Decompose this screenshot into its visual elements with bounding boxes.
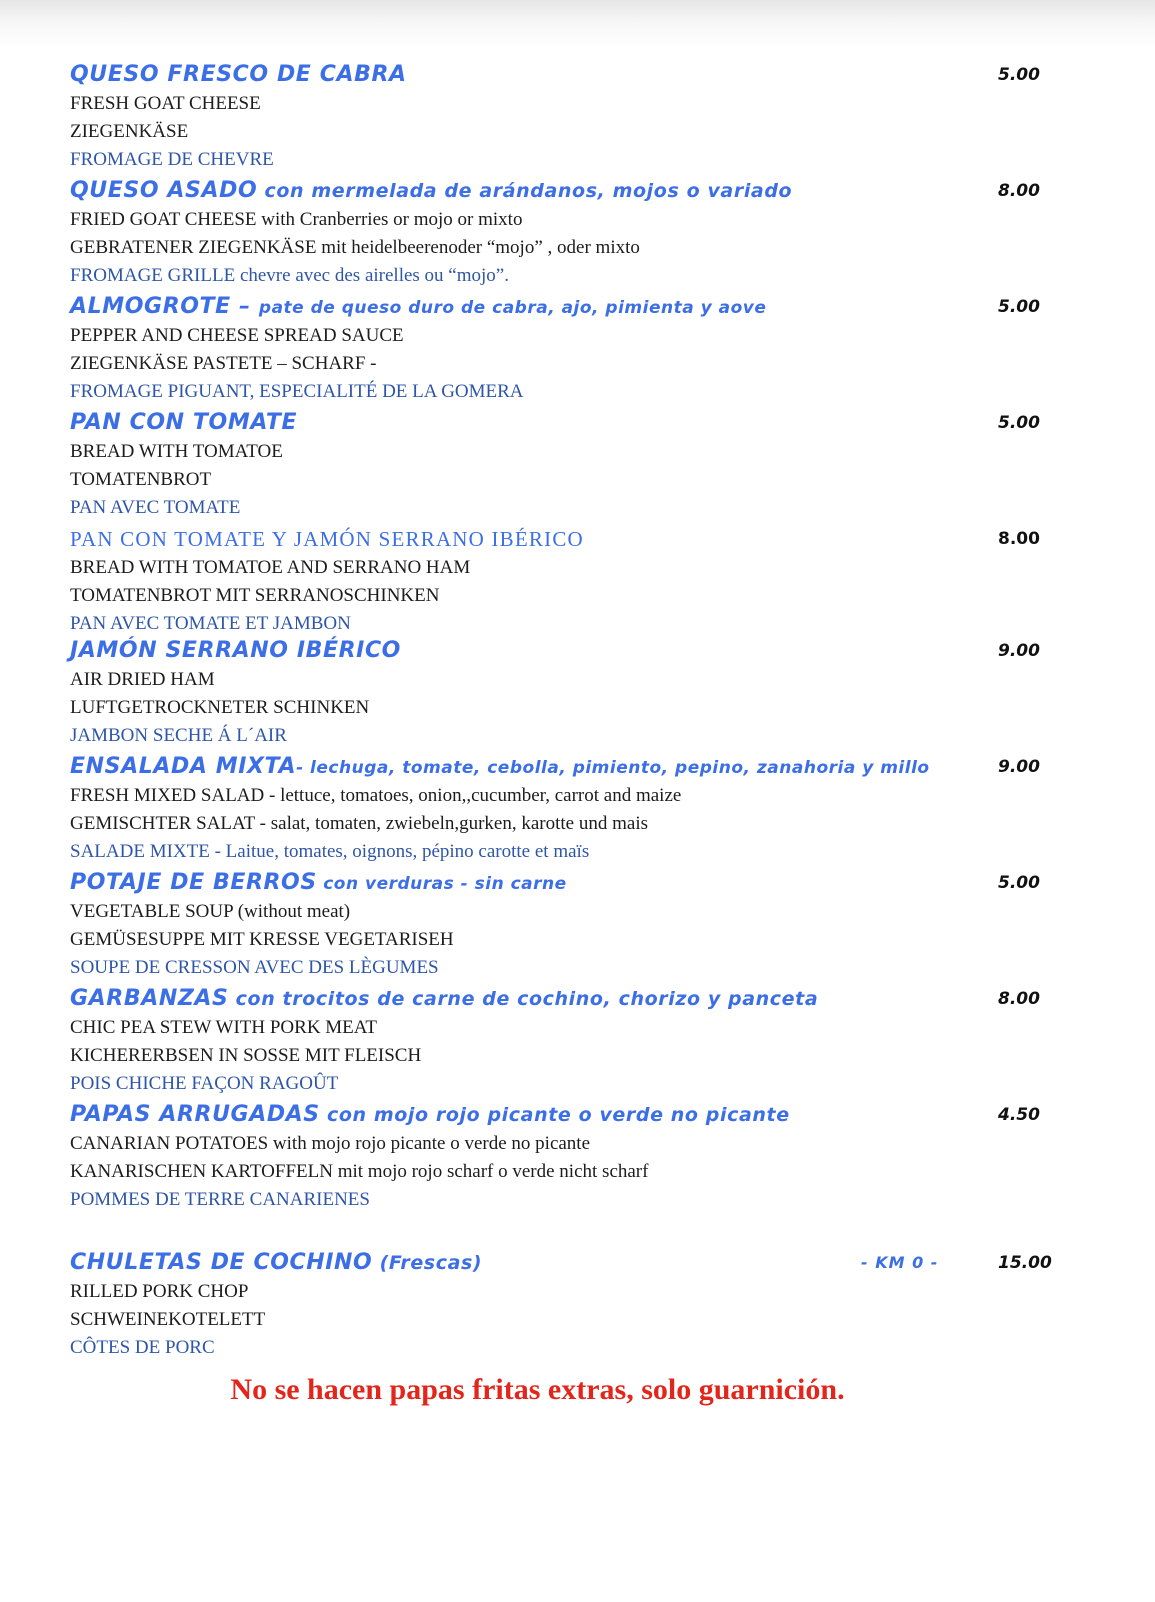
item-title (70, 524, 1145, 554)
dish-description: con mojo rojo picante o verde no picante (319, 1104, 790, 1126)
price: 5.00 (998, 65, 1040, 85)
price: 5.00 (998, 413, 1040, 433)
dish-description: con trocitos de carne de cochino, chorizo y panceta (228, 988, 819, 1010)
menu-item (70, 176, 1145, 290)
dish-name: ENSALADA MIXTA (70, 754, 297, 779)
french-name: FROMAGE GRILLE chevre avec des airelles ou “mojo”. (70, 265, 509, 286)
item-title (70, 176, 1145, 206)
item-title (70, 752, 1145, 782)
price: 9.00 (998, 641, 1040, 661)
german-name: KICHERERBSEN IN SOSSE MIT FLEISCH (70, 1045, 422, 1066)
menu-item (70, 1100, 1145, 1214)
english-name: CANARIAN POTATOES with mojo rojo picante o verde no picante (70, 1133, 591, 1154)
item-title (70, 60, 1145, 90)
dish-name: POTAJE DE BERROS (70, 870, 317, 895)
french-name: POMMES DE TERRE CANARIENES (70, 1189, 370, 1210)
menu-item (70, 408, 1145, 522)
price: 5.00 (998, 297, 1040, 317)
dish-name: CHULETAS DE COCHINO (70, 1250, 373, 1275)
price: 9.00 (998, 757, 1040, 777)
price: 8.00 (998, 529, 1040, 549)
english-name: AIR DRIED HAM (70, 669, 215, 690)
dish-name: QUESO ASADO (70, 178, 258, 203)
menu-item (70, 60, 1145, 174)
german-name: KANARISCHEN KARTOFFELN mit mojo rojo scharf o verde nicht scharf (70, 1161, 649, 1182)
french-name: FROMAGE PIGUANT, ESPECIALITÉ DE LA GOMERA (70, 381, 524, 402)
german-name: TOMATENBROT MIT SERRANOSCHINKEN (70, 585, 440, 606)
menu-item (70, 984, 1145, 1098)
price: 4.50 (998, 1105, 1040, 1125)
dish-name: PAPAS ARRUGADAS (70, 1102, 320, 1127)
item-title (70, 1100, 1145, 1130)
menu-item (70, 752, 1145, 866)
price: 5.00 (998, 873, 1040, 893)
item-title (70, 292, 1145, 322)
menu-item (70, 636, 1145, 750)
english-name: BREAD WITH TOMATOE (70, 441, 283, 462)
fries-notice: No se hacen papas fritas extras, solo guarnición. (230, 1373, 845, 1406)
item-title (70, 636, 1145, 666)
price: 8.00 (998, 989, 1040, 1009)
german-name: TOMATENBROT (70, 469, 212, 490)
english-name: FRESH MIXED SALAD - lettuce, tomatoes, onion,,cucumber, carrot and maize (70, 785, 682, 806)
french-name: CÔTES DE PORC (70, 1337, 215, 1358)
menu-item (70, 292, 1145, 406)
dish-description: con verduras - sin carne (316, 874, 567, 894)
dish-description: (Frescas) (372, 1252, 483, 1274)
dish-name: ALMOGROTE – (70, 294, 259, 319)
item-title (70, 1248, 1145, 1278)
english-name: BREAD WITH TOMATOE AND SERRANO HAM (70, 557, 471, 578)
english-name: FRIED GOAT CHEESE with Cranberries or mojo or mixto (70, 209, 523, 230)
dish-description: con mermelada de arándanos, mojos o variado (257, 180, 793, 202)
km0-badge: - KM 0 - (861, 1253, 939, 1272)
german-name: LUFTGETROCKNETER SCHINKEN (70, 697, 370, 718)
item-title (70, 984, 1145, 1014)
german-name: ZIEGENKÄSE PASTETE – SCHARF - (70, 353, 377, 374)
price: 8.00 (998, 181, 1040, 201)
menu-item (70, 868, 1145, 982)
menu-item (70, 524, 1145, 638)
german-name: SCHWEINEKOTELETT (70, 1309, 266, 1330)
english-name: PEPPER AND CHEESE SPREAD SAUCE (70, 325, 404, 346)
english-name: FRESH GOAT CHEESE (70, 93, 261, 114)
dish-description: pate de queso duro de cabra, ajo, pimienta y aove (258, 298, 767, 318)
price: 15.00 (998, 1253, 1052, 1273)
french-name: PAN AVEC TOMATE (70, 497, 241, 518)
french-name: POIS CHICHE FAÇON RAGOÛT (70, 1073, 339, 1094)
german-name: GEMÜSESUPPE MIT KRESSE VEGETARISEH (70, 929, 454, 950)
menu-item (70, 1248, 1145, 1362)
dish-description: - lechuga, tomate, cebolla, pimiento, pepino, zanahoria y millo (296, 758, 930, 778)
french-name: FROMAGE DE CHEVRE (70, 149, 274, 170)
dish-name: JAMÓN SERRANO IBÉRICO (70, 638, 401, 663)
french-name: PAN AVEC TOMATE ET JAMBON (70, 613, 351, 634)
dish-name: PAN CON TOMATE (70, 410, 298, 435)
german-name: GEBRATENER ZIEGENKÄSE mit heidelbeerenoder “mojo” , oder mixto (70, 237, 640, 258)
german-name: GEMISCHTER SALAT - salat, tomaten, zwiebeln,gurken, karotte und mais (70, 813, 648, 834)
dish-name: PAN CON TOMATE Y JAMÓN SERRANO IBÉRICO (70, 527, 584, 551)
english-name: VEGETABLE SOUP (without meat) (70, 901, 351, 922)
french-name: SALADE MIXTE - Laitue, tomates, oignons, pépino carotte et maïs (70, 841, 590, 862)
item-title (70, 408, 1145, 438)
item-title (70, 868, 1145, 898)
french-name: JAMBON SECHE Á L´AIR (70, 725, 287, 746)
dish-name: QUESO FRESCO DE CABRA (70, 62, 407, 87)
english-name: CHIC PEA STEW WITH PORK MEAT (70, 1017, 378, 1038)
english-name: RILLED PORK CHOP (70, 1281, 249, 1302)
dish-name: GARBANZAS (70, 986, 229, 1011)
german-name: ZIEGENKÄSE (70, 121, 189, 142)
french-name: SOUPE DE CRESSON AVEC DES LÈGUMES (70, 957, 439, 978)
